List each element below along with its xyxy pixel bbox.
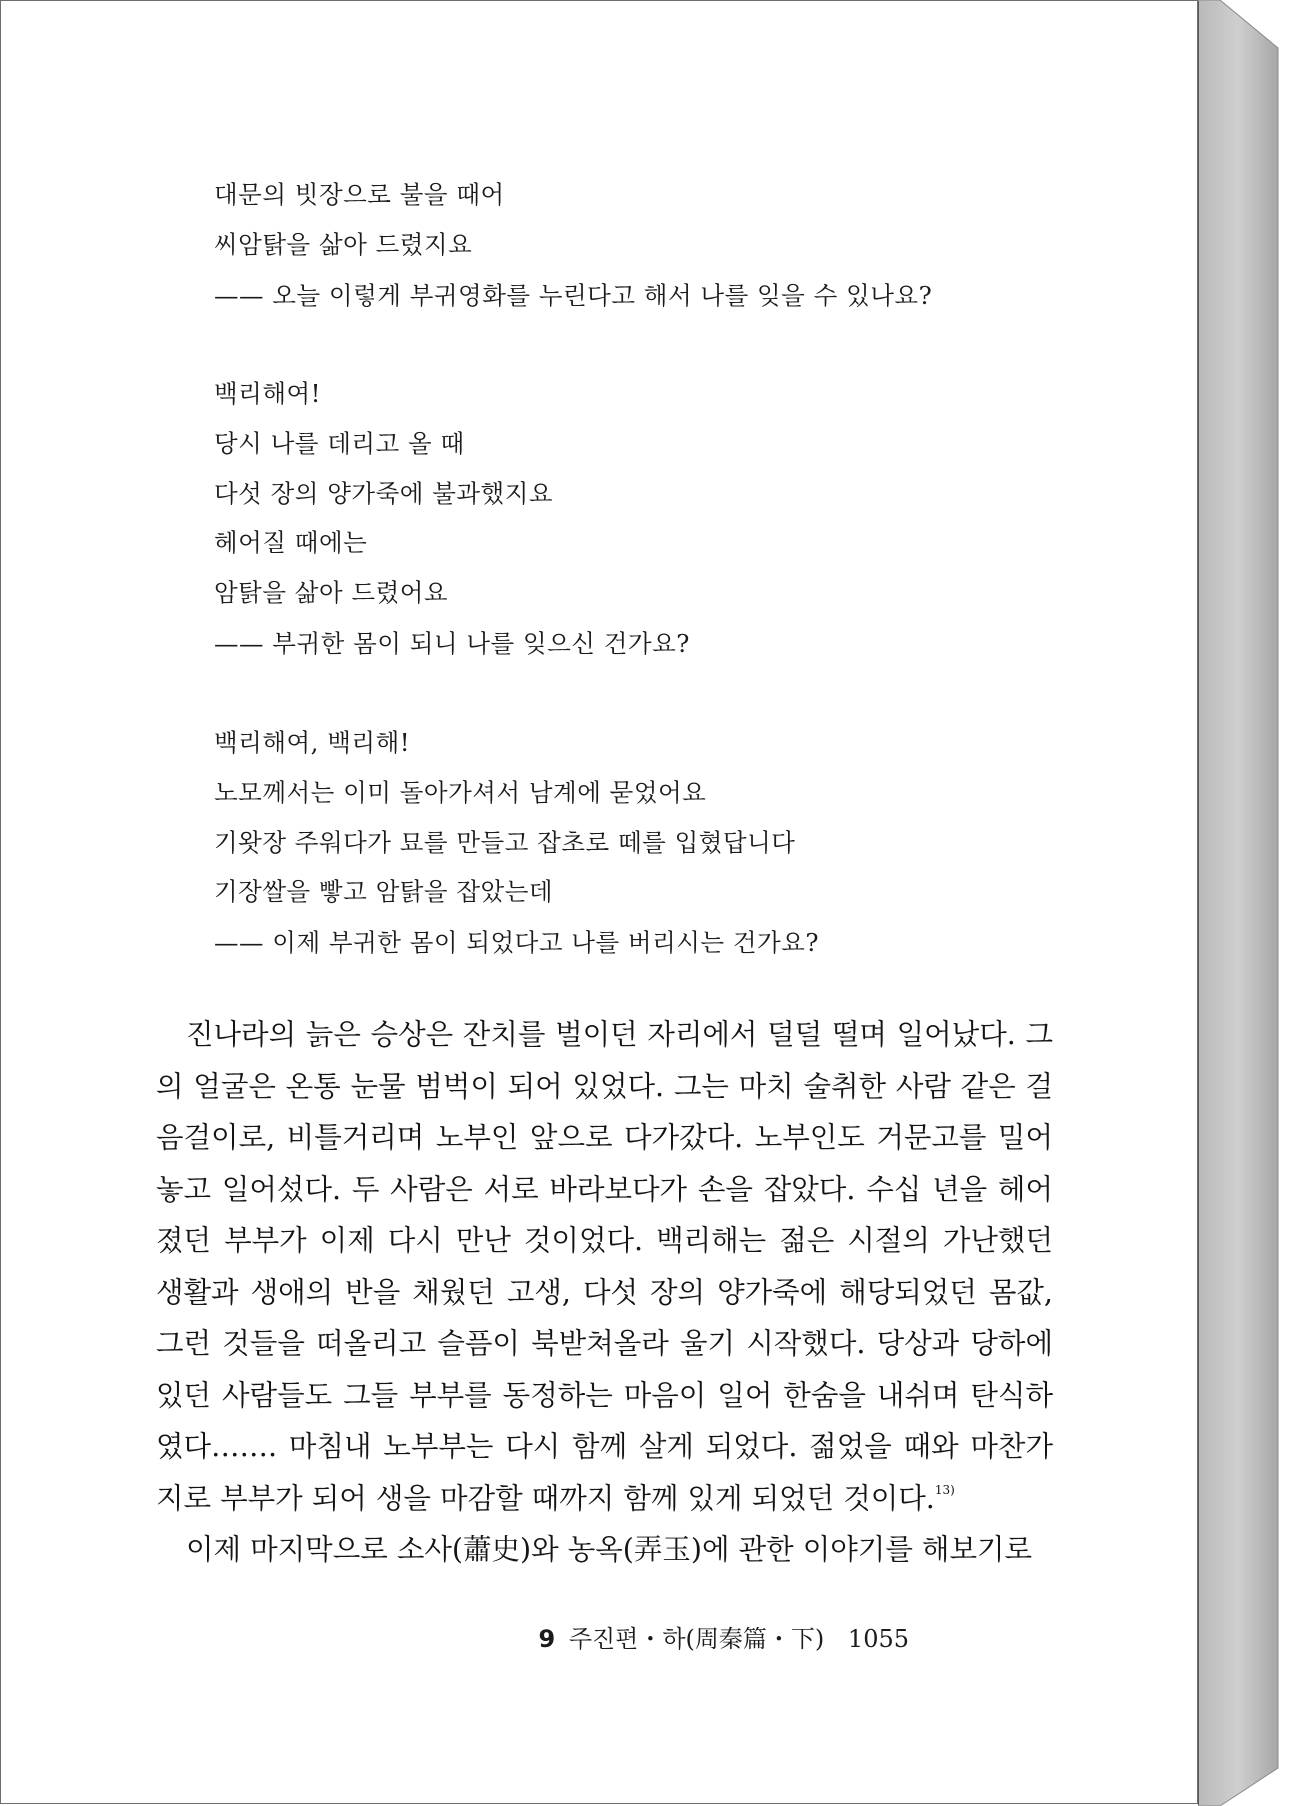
poem-line: 기장쌀을 빻고 암탉을 잡았는데: [214, 877, 554, 906]
poem-line: 씨암탉을 삶아 드렸지요: [214, 230, 473, 259]
poem-line: 암탉을 삶아 드렸어요: [214, 578, 449, 607]
poem-line: 백리해여, 백리해!: [214, 728, 411, 757]
page-number: 1055: [847, 1625, 909, 1653]
chapter-number: 9: [538, 1625, 556, 1653]
chapter-title: 주진편・하(周秦篇・下): [568, 1625, 825, 1653]
poem-line: 기왓장 주워다가 묘를 만들고 잡초로 떼를 입혔답니다: [214, 828, 796, 857]
poem-line: —— 부귀한 몸이 되니 나를 잊으신 건가요?: [214, 629, 690, 658]
poem-line: —— 이제 부귀한 몸이 되었다고 나를 버리시는 건가요?: [214, 928, 819, 957]
paragraph-text: 진나라의 늙은 승상은 잔치를 벌이던 자리에서 덜덜 떨며 일어났다. 그의 얼굴은 온통 눈물 범벅이 되어 있었다. 그는 마치 술취한 사람 같은 걸음걸이로, 비틀거리며 노부인 앞으로 다가갔다. 노부인도 거문고를 밀어놓고 일어섰다. 두 사람은 서로 바라보다가 손을 잡았다. 수십 년을 헤어졌던 부부가 이제 다시 만난 것이었다. 백리해는 젊은 시절의 가난했던 생활과 생애의 반을 채웠던 고생, 다섯 장의 양가죽에 해당되었던 몸값, 그런 것들을 떠올리고 슬픔이 북받쳐올라 울기 시작했다. 당상과 당하에 있던 사람들도 그들 부부를 동정하는 마음이 일어 한숨을 내쉬며 탄식하였다……. 마침내 노부부는 다시 함께 살게 되었다. 젊었을 때와 마찬가지로 부부가 되어 생을 마감할 때까지 함께 있게 되었던 것이다.: [156, 1018, 1053, 1515]
prose-paragraph: 이제 마지막으로 소사(蕭史)와 농옥(弄玉)에 관한 이야기를 해보기로: [186, 1533, 1033, 1566]
book-edge-shading: [1198, 0, 1313, 1806]
poem-line: 대문의 빗장으로 불을 때어: [214, 180, 505, 209]
footnote-reference: 13): [934, 1482, 955, 1497]
poem-line: 당시 나를 데리고 올 때: [214, 429, 465, 458]
poem-line: —— 오늘 이렇게 부귀영화를 누린다고 해서 나를 잊을 수 있나요?: [214, 281, 933, 310]
prose-body: [156, 1009, 1053, 1576]
poem-line: 헤어질 때에는: [214, 528, 368, 557]
prose-paragraph: [156, 1009, 1053, 1524]
running-footer: [538, 1619, 909, 1654]
poem-line: 다섯 장의 양가죽에 불과했지요: [214, 479, 554, 508]
poem-line: 노모께서는 이미 돌아가셔서 남계에 묻었어요: [214, 778, 707, 807]
poem-line: 백리해여!: [214, 379, 322, 408]
